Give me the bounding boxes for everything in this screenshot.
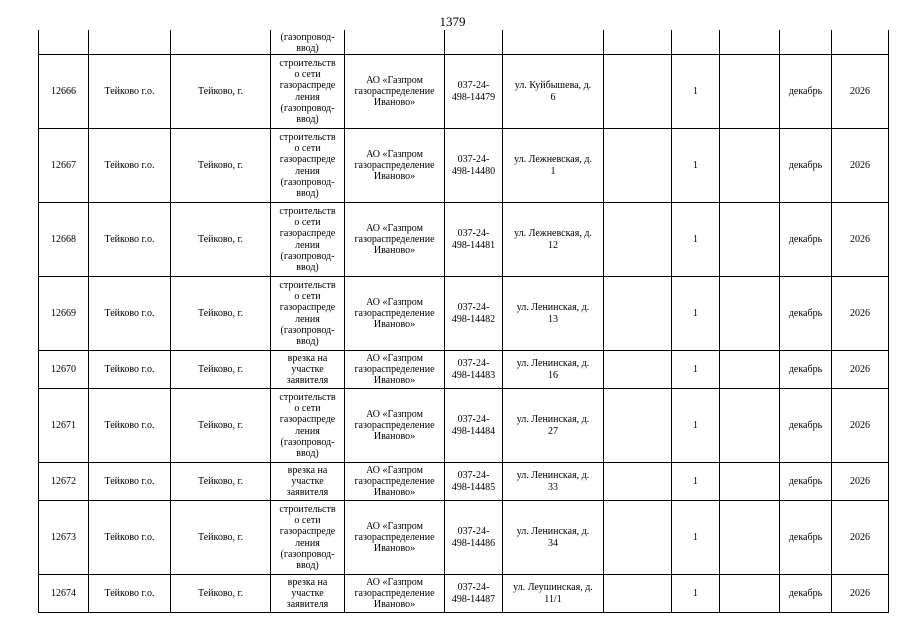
cell-organization: АО «Газпром газораспределение Иваново» (345, 129, 445, 203)
cell-locality: Тейково, г. (171, 55, 271, 129)
cell-year: 2026 (832, 129, 889, 203)
cell-number: 12667 (39, 129, 89, 203)
cell-district: Тейково г.о. (89, 129, 171, 203)
cell-code: 037-24- 498-14482 (445, 277, 503, 351)
cell-empty-2 (720, 203, 780, 277)
page-number: 1379 (439, 14, 466, 29)
cell-address: ул. Ленинская, д. 13 (503, 277, 604, 351)
cell-empty-2 (720, 389, 780, 463)
connections-table (38, 30, 889, 613)
cell-year: 2026 (832, 277, 889, 351)
cell-empty-2 (720, 129, 780, 203)
cell-locality: Тейково, г. (171, 501, 271, 575)
cell-empty-1 (604, 129, 672, 203)
cell-code (445, 30, 503, 55)
cell-month: декабрь (780, 575, 832, 613)
cell-number: 12673 (39, 501, 89, 575)
cell-quantity: 1 (672, 501, 720, 575)
cell-address: ул. Ленинская, д. 34 (503, 501, 604, 575)
cell-locality: Тейково, г. (171, 129, 271, 203)
cell-number (39, 30, 89, 55)
cell-number: 12672 (39, 463, 89, 501)
cell-year: 2026 (832, 55, 889, 129)
cell-locality: Тейково, г. (171, 389, 271, 463)
cell-month: декабрь (780, 55, 832, 129)
cell-locality: Тейково, г. (171, 351, 271, 389)
cell-year: 2026 (832, 575, 889, 613)
cell-empty-1 (604, 203, 672, 277)
cell-code: 037-24- 498-14485 (445, 463, 503, 501)
cell-code: 037-24- 498-14486 (445, 501, 503, 575)
cell-empty-2 (720, 30, 780, 55)
cell-number: 12674 (39, 575, 89, 613)
cell-district: Тейково г.о. (89, 203, 171, 277)
cell-empty-1 (604, 463, 672, 501)
cell-empty-1 (604, 351, 672, 389)
cell-organization: АО «Газпром газораспределение Иваново» (345, 277, 445, 351)
cell-locality (171, 30, 271, 55)
cell-quantity: 1 (672, 463, 720, 501)
cell-district (89, 30, 171, 55)
cell-month: декабрь (780, 389, 832, 463)
cell-number: 12668 (39, 203, 89, 277)
table-row (39, 575, 889, 613)
cell-district: Тейково г.о. (89, 389, 171, 463)
cell-district: Тейково г.о. (89, 501, 171, 575)
cell-empty-2 (720, 277, 780, 351)
cell-work-type: (газопровод- ввод) (271, 30, 345, 55)
cell-district: Тейково г.о. (89, 463, 171, 501)
cell-month: декабрь (780, 277, 832, 351)
cell-year: 2026 (832, 351, 889, 389)
cell-quantity: 1 (672, 389, 720, 463)
cell-quantity: 1 (672, 129, 720, 203)
cell-address: ул. Лежневская, д. 12 (503, 203, 604, 277)
cell-month: декабрь (780, 351, 832, 389)
cell-empty-2 (720, 55, 780, 129)
cell-address: ул. Ленинская, д. 27 (503, 389, 604, 463)
cell-address: ул. Лежневская, д. 1 (503, 129, 604, 203)
cell-address: ул. Ленинская, д. 16 (503, 351, 604, 389)
table-row-continuation (39, 30, 889, 55)
cell-quantity: 1 (672, 575, 720, 613)
cell-code: 037-24- 498-14481 (445, 203, 503, 277)
cell-empty-2 (720, 575, 780, 613)
cell-quantity: 1 (672, 277, 720, 351)
cell-organization: АО «Газпром газораспределение Иваново» (345, 351, 445, 389)
cell-empty-2 (720, 501, 780, 575)
cell-empty-2 (720, 463, 780, 501)
cell-quantity: 1 (672, 203, 720, 277)
cell-number: 12671 (39, 389, 89, 463)
cell-month: декабрь (780, 203, 832, 277)
cell-code: 037-24- 498-14484 (445, 389, 503, 463)
cell-number: 12670 (39, 351, 89, 389)
cell-empty-1 (604, 55, 672, 129)
cell-locality: Тейково, г. (171, 463, 271, 501)
cell-empty-1 (604, 389, 672, 463)
cell-empty-1 (604, 277, 672, 351)
cell-locality: Тейково, г. (171, 575, 271, 613)
cell-year (832, 30, 889, 55)
table-row (39, 55, 889, 129)
cell-organization: АО «Газпром газораспределение Иваново» (345, 203, 445, 277)
cell-work-type: строительств о сети газораспреде ления (газопровод- ввод) (271, 501, 345, 575)
cell-year: 2026 (832, 463, 889, 501)
cell-district: Тейково г.о. (89, 351, 171, 389)
cell-number: 12666 (39, 55, 89, 129)
cell-year: 2026 (832, 203, 889, 277)
cell-empty-1 (604, 501, 672, 575)
cell-empty-2 (720, 351, 780, 389)
cell-work-type: врезка на участке заявителя (271, 575, 345, 613)
cell-address: ул. Куйбышева, д. 6 (503, 55, 604, 129)
cell-quantity: 1 (672, 351, 720, 389)
cell-work-type: строительств о сети газораспреде ления (газопровод- ввод) (271, 203, 345, 277)
cell-organization: АО «Газпром газораспределение Иваново» (345, 501, 445, 575)
cell-work-type: врезка на участке заявителя (271, 463, 345, 501)
cell-district: Тейково г.о. (89, 55, 171, 129)
cell-quantity: 1 (672, 55, 720, 129)
table-row (39, 463, 889, 501)
cell-month: декабрь (780, 129, 832, 203)
cell-month: декабрь (780, 501, 832, 575)
cell-locality: Тейково, г. (171, 203, 271, 277)
cell-year: 2026 (832, 389, 889, 463)
table-row (39, 389, 889, 463)
cell-work-type: врезка на участке заявителя (271, 351, 345, 389)
cell-organization: АО «Газпром газораспределение Иваново» (345, 55, 445, 129)
cell-locality: Тейково, г. (171, 277, 271, 351)
cell-month: декабрь (780, 463, 832, 501)
cell-work-type: строительств о сети газораспреде ления (газопровод- ввод) (271, 129, 345, 203)
table-row (39, 501, 889, 575)
cell-number: 12669 (39, 277, 89, 351)
cell-code: 037-24- 498-14480 (445, 129, 503, 203)
cell-work-type: строительств о сети газораспреде ления (газопровод- ввод) (271, 55, 345, 129)
table-row (39, 129, 889, 203)
cell-empty-1 (604, 30, 672, 55)
table-row (39, 203, 889, 277)
cell-district: Тейково г.о. (89, 277, 171, 351)
cell-year: 2026 (832, 501, 889, 575)
cell-address (503, 30, 604, 55)
table-row (39, 277, 889, 351)
cell-organization: АО «Газпром газораспределение Иваново» (345, 575, 445, 613)
cell-organization: АО «Газпром газораспределение Иваново» (345, 463, 445, 501)
cell-code: 037-24- 498-14483 (445, 351, 503, 389)
table-row (39, 351, 889, 389)
cell-empty-1 (604, 575, 672, 613)
cell-district: Тейково г.о. (89, 575, 171, 613)
cell-organization: АО «Газпром газораспределение Иваново» (345, 389, 445, 463)
cell-quantity (672, 30, 720, 55)
cell-code: 037-24- 498-14479 (445, 55, 503, 129)
cell-month (780, 30, 832, 55)
cell-organization (345, 30, 445, 55)
cell-address: ул. Ленинская, д. 33 (503, 463, 604, 501)
cell-work-type: строительств о сети газораспреде ления (газопровод- ввод) (271, 277, 345, 351)
cell-work-type: строительств о сети газораспреде ления (газопровод- ввод) (271, 389, 345, 463)
cell-address: ул. Леушинская, д. 11/1 (503, 575, 604, 613)
cell-code: 037-24- 498-14487 (445, 575, 503, 613)
